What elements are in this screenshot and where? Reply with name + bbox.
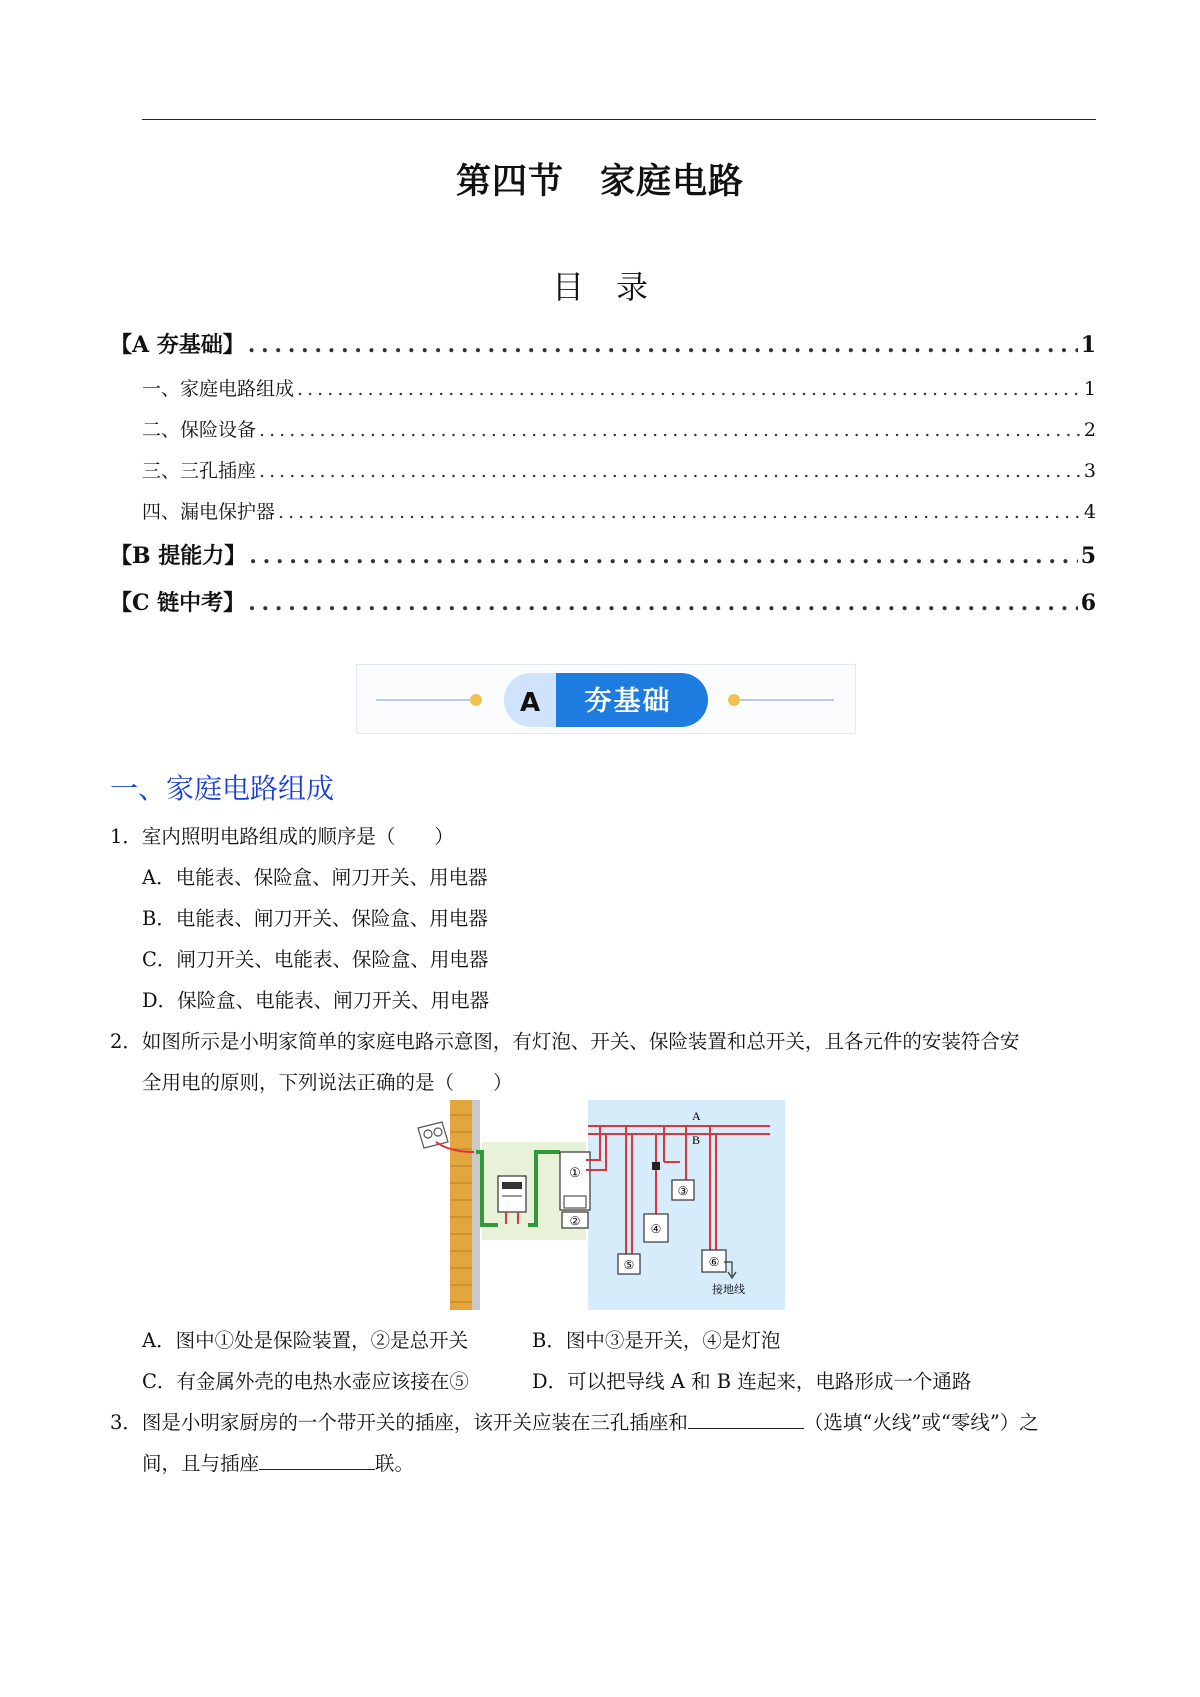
question-3-line2 — [142, 1448, 414, 1476]
toc-entry-label: 【C 链中考】 — [110, 590, 246, 616]
question-3-text-1: 3．图是小明家厨房的一个带开关的插座，该开关应装在三孔插座和 — [110, 1411, 688, 1434]
toc-entry-a[interactable] — [110, 328, 1096, 360]
question-2-option-c: C．有金属外壳的电热水壶应该接在⑤ — [142, 1370, 469, 1393]
toc-entry-page: 4 — [1083, 501, 1096, 523]
circuit-diagram-svg — [410, 1100, 790, 1310]
header-rule — [142, 119, 1096, 120]
toc-leader-dots — [278, 501, 1081, 523]
question-3-text-2: （选填“火线”或“零线”）之 — [803, 1411, 1039, 1434]
toc-leader-dots — [259, 460, 1081, 482]
toc-entry-page: 3 — [1083, 460, 1096, 482]
question-1-option-b: B．电能表、闸刀开关、保险盒、用电器 — [142, 907, 488, 930]
wall-inner — [472, 1100, 480, 1310]
label-5: ⑤ — [623, 1258, 635, 1272]
label-3: ③ — [677, 1184, 689, 1198]
question-3-text-3: 间，且与插座 — [142, 1452, 260, 1475]
toc-leader-dots — [248, 332, 1078, 358]
toc-leader-dots — [248, 590, 1078, 616]
banner-letter: A — [519, 688, 541, 718]
toc-entry-1[interactable] — [142, 374, 1096, 406]
label-a: A — [692, 1109, 701, 1123]
label-2: ② — [569, 1214, 581, 1228]
banner-text: 夯基础 — [584, 686, 672, 717]
toc-entry-label: 一、家庭电路组成 — [142, 378, 295, 400]
toc-entry-page: 2 — [1083, 419, 1096, 441]
toc-leader-dots — [297, 378, 1081, 400]
label-b: B — [692, 1133, 701, 1147]
question-1-stem: 1．室内照明电路组成的顺序是（ ） — [110, 825, 454, 848]
label-ground: 接地线 — [712, 1284, 745, 1296]
toc-entry-label: 二、保险设备 — [142, 419, 257, 441]
toc-entry-page: 5 — [1080, 543, 1096, 569]
service-entry — [418, 1122, 448, 1148]
question-1-option-d: D．保险盒、电能表、闸刀开关、用电器 — [142, 989, 490, 1012]
answer-blank-2[interactable] — [259, 1451, 375, 1470]
toc-title: 目 录 — [551, 268, 648, 306]
electric-meter — [498, 1176, 526, 1212]
toc-entry-label: 四、漏电保护器 — [142, 501, 276, 523]
question-1-option-a: A．电能表、保险盒、闸刀开关、用电器 — [142, 866, 488, 889]
question-2-option-d: D．可以把导线 A 和 B 连起来，电路形成一个通路 — [532, 1370, 972, 1393]
banner-right-dot — [728, 694, 740, 706]
question-2-option-b: B．图中③是开关，④是灯泡 — [532, 1329, 781, 1352]
toc-entry-label: 【B 提能力】 — [110, 543, 247, 569]
label-4: ④ — [650, 1222, 662, 1236]
toc-entry-label: 【A 夯基础】 — [110, 332, 245, 358]
section-heading: 一、家庭电路组成 — [110, 772, 335, 805]
banner-graphic — [356, 664, 856, 734]
page-title: 第四节 家庭电路 — [455, 162, 744, 202]
label-1: ① — [569, 1165, 581, 1180]
toc-leader-dots — [259, 419, 1081, 441]
question-1-option-c: C．闸刀开关、电能表、保险盒、用电器 — [142, 948, 489, 971]
toc-entry-label: 三、三孔插座 — [142, 460, 257, 482]
question-3-text-4: 联。 — [375, 1452, 415, 1475]
label-6: ⑥ — [708, 1255, 720, 1269]
banner-left-dot — [470, 694, 482, 706]
question-2-option-a: A．图中①处是保险装置，②是总开关 — [142, 1329, 469, 1352]
toc-entry-c[interactable] — [110, 586, 1096, 618]
section-banner — [356, 664, 856, 734]
circuit-diagram — [410, 1100, 790, 1310]
toc-entry-b[interactable] — [110, 539, 1096, 571]
toc-entry-page: 1 — [1080, 332, 1096, 358]
toc-entry-page: 1 — [1083, 378, 1096, 400]
toc-entry-page: 6 — [1080, 590, 1096, 616]
toc-entry-4[interactable] — [142, 497, 1096, 529]
question-2-stem-line2: 全用电的原则，下列说法正确的是（ ） — [142, 1071, 513, 1094]
question-2-stem-line1: 2．如图所示是小明家简单的家庭电路示意图，有灯泡、开关、保险装置和总开关，且各元件的安装符合安 — [110, 1030, 1020, 1053]
question-3-line1 — [110, 1407, 1039, 1435]
toc-entry-2[interactable] — [142, 415, 1096, 447]
toc-entry-3[interactable] — [142, 456, 1096, 488]
toc-leader-dots — [249, 543, 1077, 569]
answer-blank-1[interactable] — [688, 1410, 804, 1429]
switch-symbol — [652, 1162, 660, 1170]
